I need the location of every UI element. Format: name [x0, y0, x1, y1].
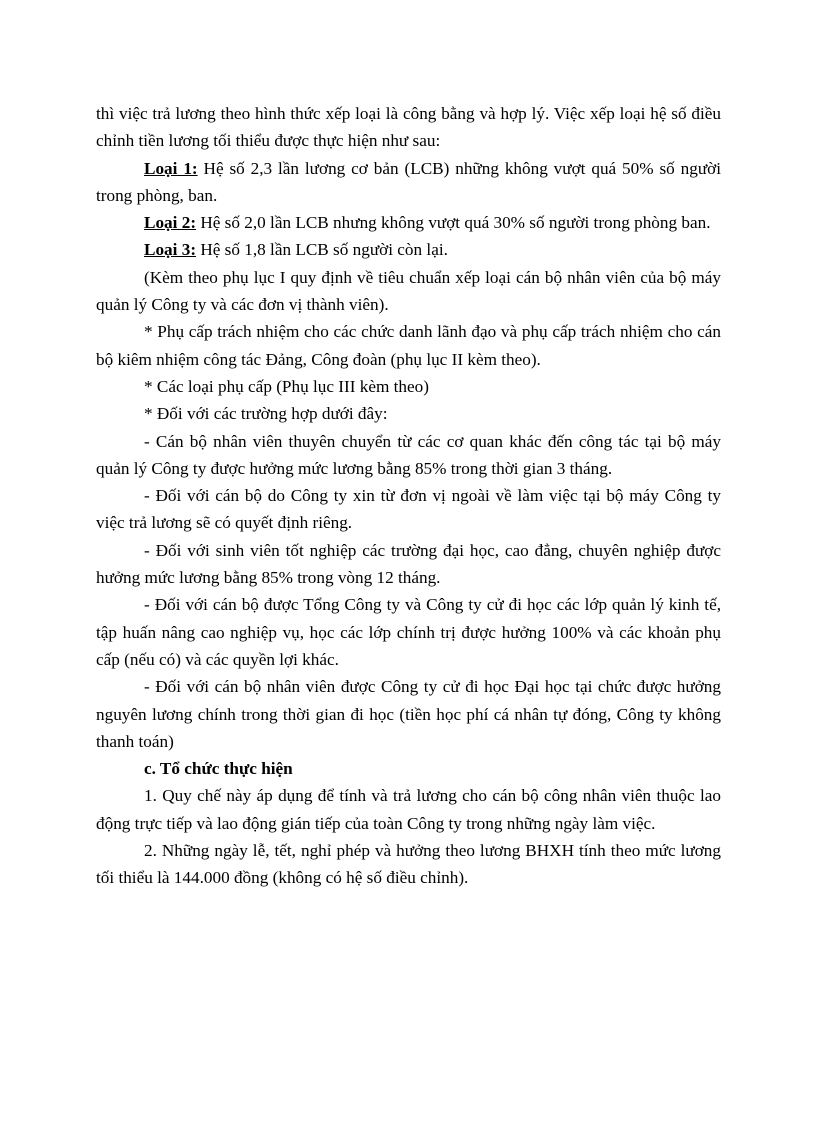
paragraph-case-transfer: - Cán bộ nhân viên thuyên chuyển từ các cơ quan khác đến công tác tại bộ máy quản lý Công ty được hưởng mức lương bằng 85% trong thời gian 3 tháng.	[96, 431, 721, 478]
paragraph-case-graduate: - Đối với sinh viên tốt nghiệp các trường đại học, cao đẳng, chuyên nghiệp được hưởng mức lương bằng 85% trong vòng 12 tháng.	[96, 540, 721, 588]
loai-2-label: Loại 2:	[144, 213, 197, 233]
loai-3-label: Loại 3:	[144, 240, 197, 260]
loai-3-text: Hệ số 1,8 lần LCB số người còn lại.	[196, 240, 448, 260]
loai-2-text: Hệ số 2,0 lần LCB nhưng không vượt quá 30% số người trong phòng ban.	[196, 213, 711, 233]
loai-1-text: Hệ số 2,3 lần lương cơ bản (LCB) những không vượt quá 50% số người trong phòng, ban.	[96, 158, 721, 205]
paragraph-implementation-2: 2. Những ngày lễ, tết, nghỉ phép và hưởng theo lương BHXH tính theo mức lương tối thiểu là 144.000 đồng (không có hệ số điều chỉnh).	[96, 841, 721, 888]
loai-1-label: Loại 1:	[144, 158, 198, 178]
paragraph-loai-2	[96, 209, 721, 236]
section-heading: c. Tổ chức thực hiện	[144, 759, 293, 779]
paragraph-allowance-types: * Các loại phụ cấp (Phụ lục III kèm theo)	[144, 376, 429, 396]
paragraph-case-university: - Đối với cán bộ nhân viên được Công ty cử đi học Đại học tại chức được hưởng nguyên lương chính trong thời gian đi học (tiền học phí cá nhân tự đóng, Công ty không thanh toán)	[96, 677, 721, 751]
paragraph-appendix-1: (Kèm theo phụ lục I quy định về tiêu chuẩn xếp loại cán bộ nhân viên của bộ máy quản lý Công ty và các đơn vị thành viên).	[96, 267, 721, 315]
paragraph-case-recruited: - Đối với cán bộ do Công ty xin từ đơn vị ngoài về làm việc tại bộ máy Công ty việc trả lương sẽ có quyết định riêng.	[96, 486, 721, 533]
paragraph-intro: thì việc trả lương theo hình thức xếp loại là công bằng và hợp lý. Việc xếp loại hệ số điều chỉnh tiền lương tối thiểu được thực hiện như sau:	[96, 104, 721, 151]
paragraph-loai-1	[96, 155, 721, 210]
paragraph-implementation-1: 1. Quy chế này áp dụng để tính và trả lương cho cán bộ công nhân viên thuộc lao động trực tiếp và lao động gián tiếp của toàn Công ty trong những ngày làm việc.	[96, 786, 721, 833]
document-body	[96, 100, 721, 892]
paragraph-allowance-responsibility: * Phụ cấp trách nhiệm cho các chức danh lãnh đạo và phụ cấp trách nhiệm cho cán bộ kiêm nhiệm công tác Đảng, Công đoàn (phụ lục II kèm theo).	[96, 322, 721, 369]
paragraph-loai-3	[96, 236, 721, 263]
paragraph-special-cases: * Đối với các trường hợp dưới đây:	[144, 404, 388, 424]
paragraph-case-training: - Đối với cán bộ được Tổng Công ty và Công ty cử đi học các lớp quản lý kinh tế, tập huấn nâng cao nghiệp vụ, học các lớp chính trị được hưởng 100% và các khoản phụ cấp (nếu có) và các quyền lợi khác.	[96, 595, 721, 669]
